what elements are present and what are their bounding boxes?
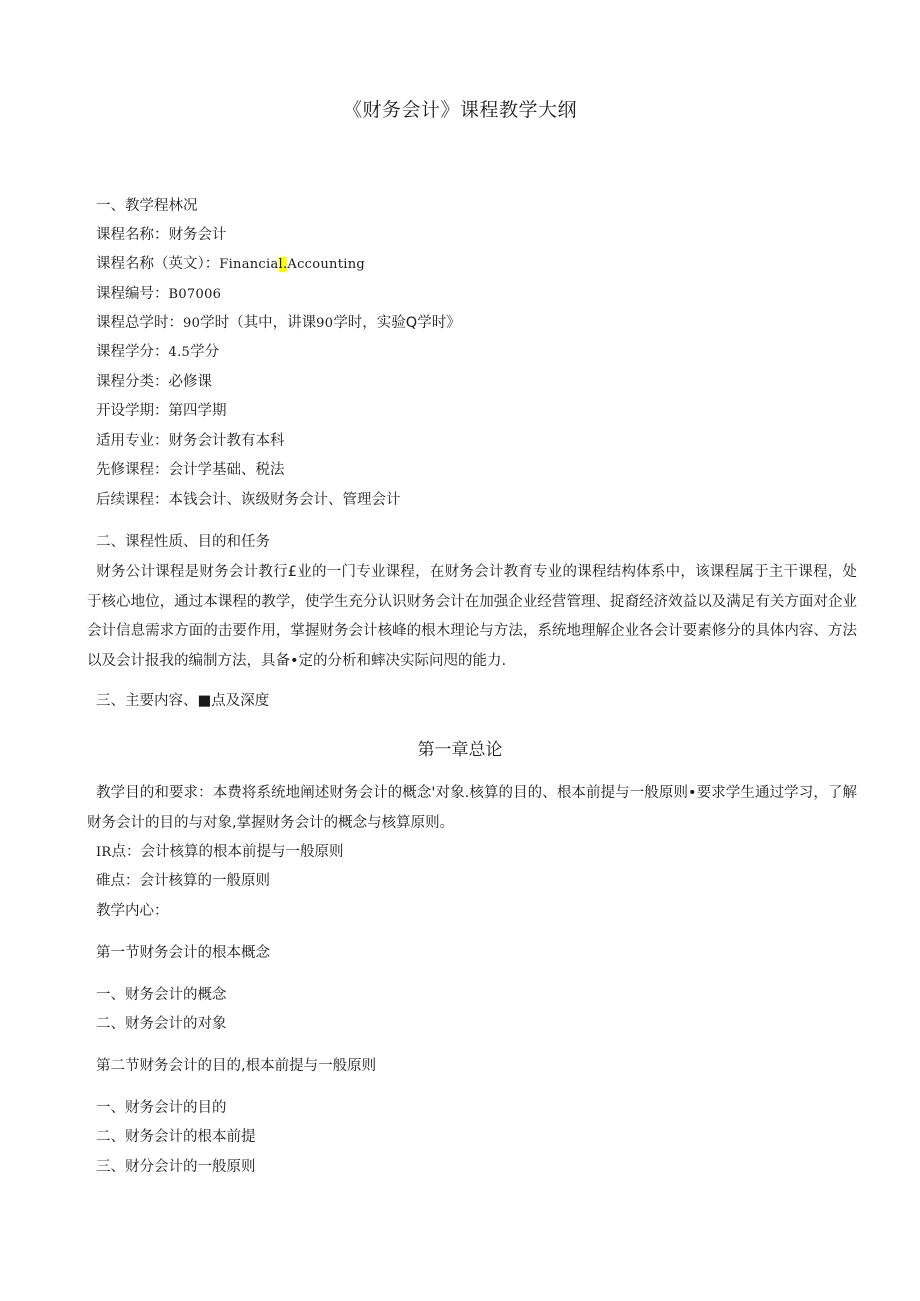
- course-major: 适用专业：财务会计教有本科: [96, 433, 285, 449]
- credit-value: 4.5: [168, 345, 191, 360]
- document-title: 《财务会计》课程教学大纲: [342, 99, 577, 121]
- difficulty-points: 碓点：会计核算的一般原则: [96, 873, 270, 889]
- course-followup: 后续课程：本钱会计、诙级财务会计、管理会计: [96, 492, 401, 508]
- section-1-item: 二、财务会计的对象: [96, 1016, 227, 1032]
- course-name-en-post: Accounting: [287, 257, 366, 272]
- key-text: 点：会计核算的根本前提与一般原则: [111, 844, 344, 860]
- hours-lecture: 90: [316, 316, 334, 331]
- section-2-title: 第二节财务会计的目的,根本前提与一般原则: [96, 1058, 377, 1074]
- section2-text: 财务公计课程是财务会计教行£业的一门专业课程，在财务会计教育专业的课程结构体系中，该课程属于主干课程，处于核心地位，通过本课程的教学，使学生充分认识财务会计在加强企业经营管理、捉裔经济效益以及满足有关方面对企业会计信息需求方面的击要作用，掌握财务会计核峰的根木理论与方法，系统地理解企业各会计要素修分的具体内容、方法以及会计报我的编制方法，具备•定的分析和蟀决实际问咫的能力.: [87, 564, 857, 669]
- section2-body: [87, 558, 857, 676]
- hours-mid: 学时（其中，讲课: [200, 315, 317, 331]
- hours-label: 课程总学时：: [96, 315, 183, 331]
- course-prereq: 先修课程：会计学基础、税法: [96, 462, 285, 478]
- course-hours: [96, 313, 461, 334]
- highlighted-text: l.: [278, 257, 288, 272]
- credit-unit: 学分: [190, 344, 220, 360]
- chapter-goals: [87, 779, 857, 838]
- credit-label: 课程学分：: [96, 344, 169, 360]
- hours-tail: 学时，实验Q学时》: [333, 315, 461, 331]
- course-category: 课程分类：必修课: [96, 374, 212, 390]
- course-semester: 开设学期：第四学期: [96, 403, 227, 419]
- content-label: 教学内心：: [96, 903, 169, 919]
- course-credit: [96, 342, 219, 363]
- course-code: [96, 284, 221, 305]
- course-name-en-pre: Financia: [219, 257, 279, 272]
- section-1-item: 一、财务会计的概念: [96, 987, 227, 1003]
- section3-heading: 三、主要内容、■点及深度: [96, 693, 270, 709]
- key-label: IR: [96, 845, 112, 860]
- course-name-en: [96, 254, 365, 275]
- section-2-item: 二、财务会计的根本前提: [96, 1129, 256, 1145]
- section2-heading: 二、课程性质、目的和任务: [96, 534, 270, 550]
- course-code-label: 课程编号：: [96, 286, 169, 302]
- hours-total: 90: [183, 316, 201, 331]
- section1-heading: 一、教学程林况: [96, 198, 198, 214]
- section-1-title: 第一节财务会计的根本概念: [96, 945, 270, 961]
- section-2-item: 三、财分会计的一般原则: [96, 1159, 256, 1175]
- chapter-title: 第一章总论: [417, 740, 503, 760]
- key-points: [96, 842, 344, 863]
- section-2-item: 一、财务会计的目的: [96, 1100, 227, 1116]
- course-name-en-label: 课程名称（英文）：: [96, 256, 220, 272]
- course-name: 课程名称：财务会计: [96, 227, 227, 243]
- chapter-goals-text: 教学目的和要求：本费将系统地阐述财务会计的概念'对象.核算的目的、根本前提与一般原则•要求学生通过学习，了解财务会计的目的与对象,掌握财务会计的概念与核算原则。: [87, 785, 857, 831]
- course-code-value: B07006: [168, 287, 222, 302]
